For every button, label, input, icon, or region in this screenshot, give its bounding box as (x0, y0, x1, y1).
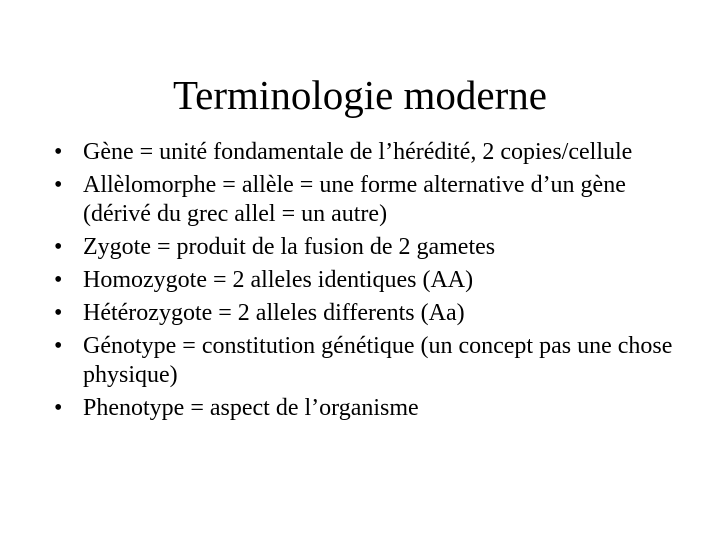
bullet-icon: • (54, 300, 63, 326)
bullet-text: Hétérozygote = 2 alleles differents (Aa) (83, 300, 465, 326)
bullet-text: Zygote = produit de la fusion de 2 gametes (83, 234, 496, 260)
bullet-icon: • (54, 267, 63, 293)
bullet-icon: • (54, 333, 63, 359)
bullet-item-allelomorphe (54, 171, 674, 229)
bullet-item-homozygote (54, 266, 674, 295)
bullet-text: Génotype = constitution génétique (un concept pas une chose physique) (83, 333, 673, 388)
bullet-item-genotype (54, 332, 674, 390)
bullet-item-gene (54, 138, 674, 167)
bullet-list (54, 138, 674, 427)
bullet-icon: • (54, 234, 63, 260)
bullet-icon: • (54, 139, 63, 165)
bullet-item-heterozygote (54, 299, 674, 328)
slide-title: Terminologie moderne (173, 72, 547, 118)
bullet-text: Phenotype = aspect de l’organisme (83, 395, 419, 421)
bullet-text: Homozygote = 2 alleles identiques (AA) (83, 267, 474, 293)
bullet-text: Gène = unité fondamentale de l’hérédité, 2 copies/cellule (83, 139, 633, 165)
bullet-icon: • (54, 172, 63, 198)
bullet-text: Allèlomorphe = allèle = une forme alternative d’un gène (dérivé du grec allel = un autre) (83, 172, 626, 227)
bullet-item-zygote (54, 233, 674, 262)
bullet-item-phenotype (54, 394, 674, 423)
bullet-icon: • (54, 395, 63, 421)
